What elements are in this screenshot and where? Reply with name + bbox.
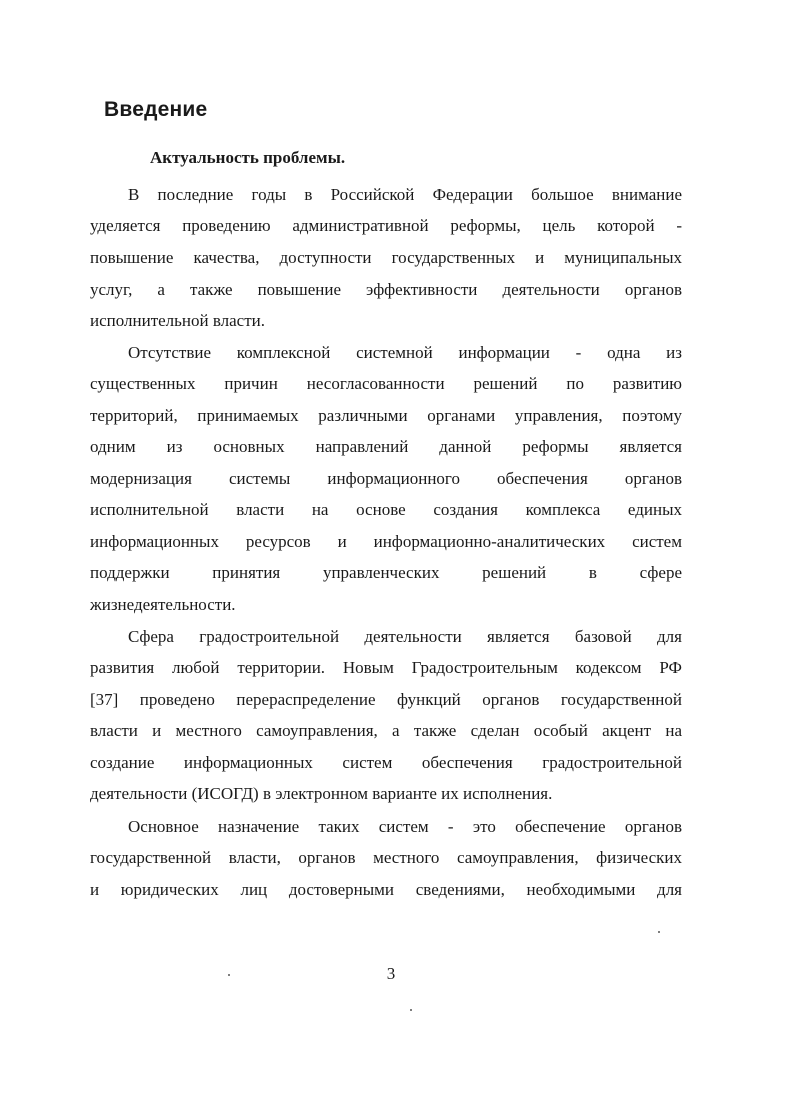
text-line: власти и местного самоуправления, а также сделан особый акцент на <box>90 721 682 740</box>
text-line: поддержки принятия управленческих решений в сфере <box>90 563 682 582</box>
text-line: повышение качества, доступности государственных и муниципальных <box>90 248 682 267</box>
scan-speck <box>410 1009 412 1011</box>
text-line: Сфера градостроительной деятельности является базовой для <box>128 627 682 646</box>
text-line: существенных причин несогласованности решений по развитию <box>90 374 682 393</box>
scan-speck <box>658 931 660 933</box>
text-line: одним из основных направлений данной реформы является <box>90 437 682 456</box>
text-line: деятельности (ИСОГД) в электронном варианте их исполнения. <box>90 784 553 803</box>
text-line: уделяется проведению административной реформы, цель которой - <box>90 216 682 235</box>
text-line: исполнительной власти. <box>90 311 266 330</box>
text-line: создание информационных систем обеспечения градостроительной <box>90 753 682 772</box>
text-line: исполнительной власти на основе создания комплекса единых <box>90 500 682 519</box>
page-number: 3 <box>386 964 396 983</box>
text-line: развития любой территории. Новым Градостроительным кодексом РФ <box>90 658 682 677</box>
text-line: информационных ресурсов и информационно-аналитических систем <box>90 532 682 551</box>
text-line: государственной власти, органов местного самоуправления, физических <box>90 848 682 867</box>
text-line: услуг, а также повышение эффективности деятельности органов <box>90 280 682 299</box>
text-line: модернизация системы информационного обеспечения органов <box>90 469 682 488</box>
text-line: жизнедеятельности. <box>90 595 236 614</box>
text-line: Отсутствие комплексной системной информации - одна из <box>128 343 682 362</box>
text-line: В последние годы в Российской Федерации большое внимание <box>128 185 682 204</box>
text-line: и юридических лиц достоверными сведениями, необходимыми для <box>90 880 682 899</box>
text-line: территорий, принимаемых различными органами управления, поэтому <box>90 406 682 425</box>
text-line: Основное назначение таких систем - это обеспечение органов <box>128 817 682 836</box>
page-title: Введение <box>104 98 208 121</box>
section-subheading: Актуальность проблемы. <box>150 148 346 167</box>
text-line: [37] проведено перераспределение функций органов государственной <box>90 690 682 709</box>
scan-speck <box>228 974 230 976</box>
